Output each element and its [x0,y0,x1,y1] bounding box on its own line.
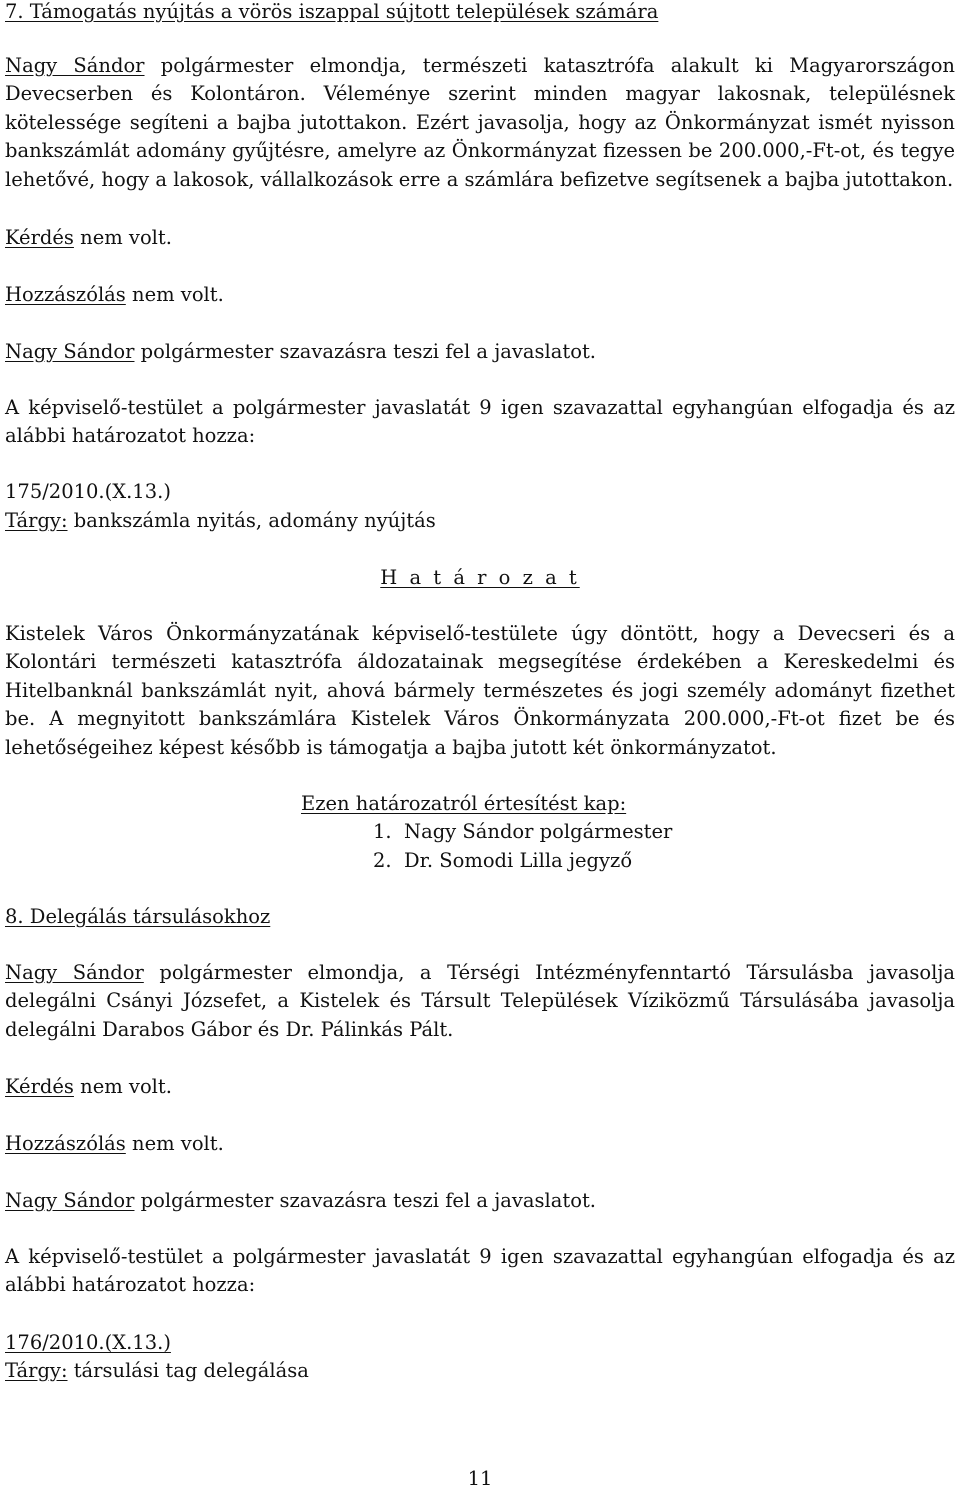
notify-title: Ezen határozatról értesítést kap: [301,792,627,815]
page-number: 11 [467,1467,493,1490]
resolution-heading: H a t á r o z a t [380,566,580,589]
notify-item: 1. Nagy Sándor polgármester [373,820,673,844]
section-8-intro: Nagy Sándor polgármester elmondja, a Térségi Intézményfenntartó Társulásba javasolja delegálni Csányi Józsefet, a Kistelek és Társult Települések Víziközmű Társulásába javasolja delegálni Darabos Gábor és Dr. Pálinkás Pált. [5,961,955,1041]
section-7-decision: A képviselő-testület a polgármester javaslatát 9 igen szavazattal egyhangúan elfogadja és az alábbi határozatot hozza: [5,396,955,448]
section-7-intro: Nagy Sándor polgármester elmondja, természeti katasztrófa alakult ki Magyarországon Devecserben és Kolontáron. Véleménye szerint minden magyar lakosnak, településnek kötelessége segíteni a bajba jutottakon. Ezért javasolja, hogy az Önkormányzat ismét nyisson bankszámlát adomány gyűjtésre, amelyre az Önkormányzat fizessen be 200.000,-Ft-ot, és tegye lehetővé, hogy a lakosok, vállalkozások erre a számlára befizetve segítsenek a bajba jutottakon. [5,54,955,191]
section-7-comment: Hozzászólás nem volt. [5,283,224,306]
notify-item: 2. Dr. Somodi Lilla jegyző [373,848,633,872]
notify-block [301,790,672,875]
section-8-comment: Hozzászólás nem volt. [5,1132,224,1155]
section-8-heading: 8. Delegálás társulásokhoz [5,905,271,928]
resolution-175-body: Kistelek Város Önkormányzatának képviselő-testülete úgy döntött, hogy a Devecseri és a Kolontári természeti katasztrófa áldozatainak megsegítése érdekében a Kereskedelmi és Hitelbanknál bankszámlát nyit, ahová bármely természetes és jogi személy adományt fizethet be. A megnyitott bankszámlára Kistelek Város Önkormányzata 200.000,-Ft-ot fizet be és lehetőségeihez képest később is támogatja a bajba jutott két önkormányzatot. [5,622,955,759]
resolution-176-number: 176/2010.(X.13.) [5,1331,171,1354]
section-7-heading: 7. Támogatás nyújtás a vörös iszappal sújtott települések számára [5,0,659,23]
resolution-175-number: 175/2010.(X.13.) [5,480,171,503]
section-7-question: Kérdés nem volt. [5,226,172,249]
section-7-vote: Nagy Sándor polgármester szavazásra teszi fel a javaslatot. [5,340,597,363]
notify-list [301,818,672,875]
section-8-vote: Nagy Sándor polgármester szavazásra teszi fel a javaslatot. [5,1189,597,1212]
resolution-175-subject: Tárgy: bankszámla nyitás, adomány nyújtás [5,509,436,532]
resolution-176-subject: Tárgy: társulási tag delegálása [5,1359,309,1382]
section-8-question: Kérdés nem volt. [5,1075,172,1098]
section-8-decision: A képviselő-testület a polgármester javaslatát 9 igen szavazattal egyhangúan elfogadja és az alábbi határozatot hozza: [5,1245,955,1297]
